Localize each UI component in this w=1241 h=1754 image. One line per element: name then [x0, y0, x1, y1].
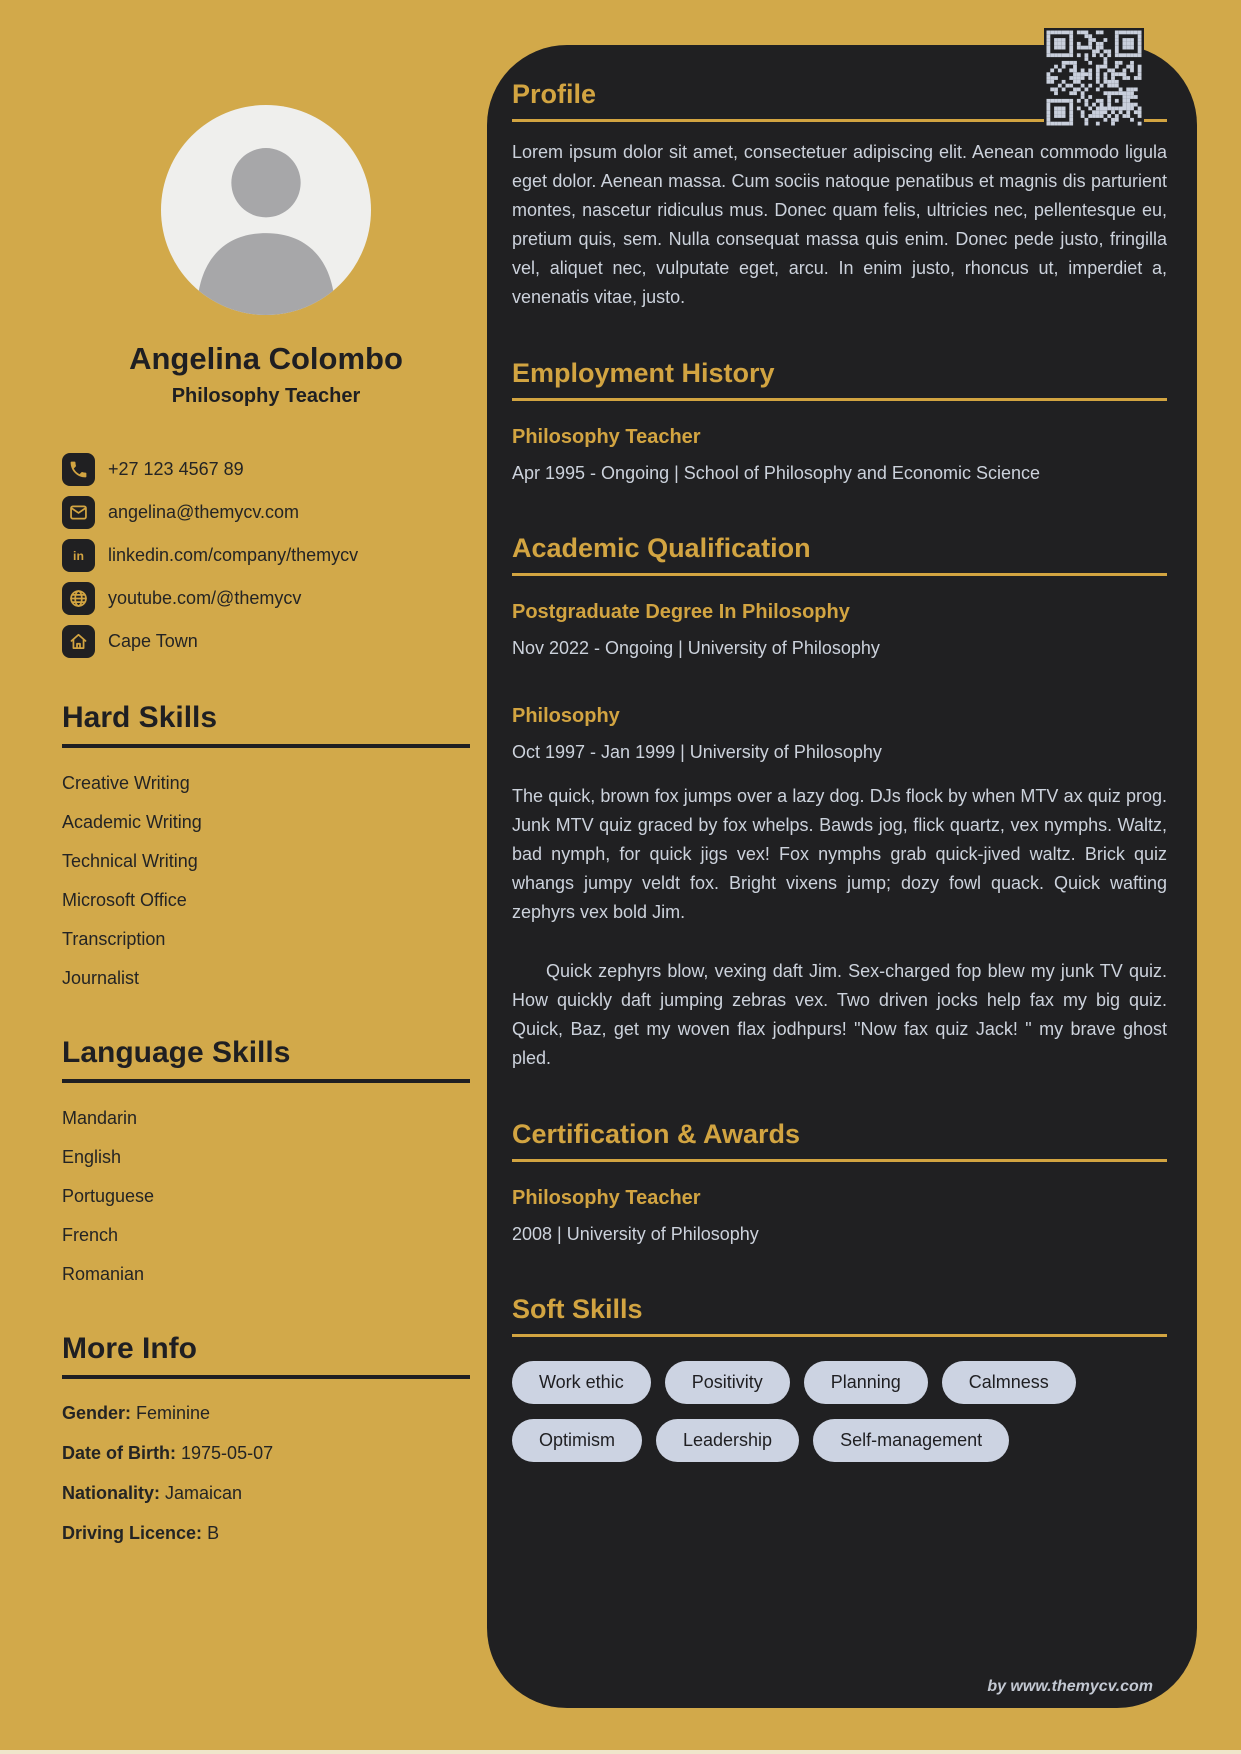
soft-skills-pills: [512, 1361, 1077, 1462]
info-value: 1975-05-07: [181, 1443, 274, 1463]
employment-history-heading: Employment History: [512, 358, 1167, 401]
employment-entry: [512, 425, 1167, 487]
hard-skills-heading: Hard Skills: [62, 701, 470, 748]
linkedin-icon: [62, 539, 95, 572]
academic-degree: Postgraduate Degree In Philosophy: [512, 601, 850, 623]
contact-email[interactable]: [62, 491, 470, 534]
hard-skill-item: Creative Writing: [62, 773, 190, 793]
employment-role: Philosophy Teacher: [512, 426, 701, 448]
info-row-nationality: [62, 1473, 470, 1513]
hard-skill-item: Transcription: [62, 929, 166, 949]
hard-skill-item: Microsoft Office: [62, 890, 187, 910]
certification-entry: [512, 1186, 1167, 1248]
contact-linkedin-value[interactable]: linkedin.com/company/themycv: [108, 545, 359, 565]
contact-list: [62, 448, 470, 663]
globe-icon: [62, 582, 95, 615]
academic-degree: Philosophy: [512, 705, 620, 727]
contact-youtube[interactable]: [62, 577, 470, 620]
academic-description-2: Quick zephyrs blow, vexing daft Jim. Sex-charged fop blew my junk TV quiz. How quickly daft jumping zebras vex. Two driven jocks help fax my big quiz. Quick, Baz, get my woven flax jodhpurs! "Now fax quiz Jack! " my brave ghost pled.: [512, 961, 1167, 1068]
soft-skills-heading: Soft Skills: [512, 1294, 1167, 1337]
language-skills-heading: Language Skills: [62, 1036, 470, 1083]
info-label: Nationality:: [62, 1483, 161, 1503]
soft-skill-pill: Self-management: [813, 1419, 1009, 1462]
more-info-heading: More Info: [62, 1332, 470, 1379]
language-skills-list: [62, 1099, 470, 1294]
academic-entry: [512, 600, 1167, 662]
academic-qualification-section: [512, 533, 1167, 1073]
contact-linkedin[interactable]: [62, 534, 470, 577]
contact-phone-value: +27 123 4567 89: [108, 459, 244, 479]
soft-skill-pill: Positivity: [665, 1361, 790, 1404]
contact-location: [62, 620, 470, 663]
info-row-gender: [62, 1393, 470, 1433]
mail-icon: [62, 496, 95, 529]
more-info-rows: [62, 1393, 470, 1553]
language-skill-item: Portuguese: [62, 1186, 155, 1206]
academic-meta: Nov 2022 - Ongoing | University of Philosophy: [512, 638, 880, 658]
hard-skill-item: Technical Writing: [62, 851, 198, 871]
contact-phone: [62, 448, 470, 491]
info-label: Gender:: [62, 1403, 132, 1423]
info-value: Jamaican: [165, 1483, 243, 1503]
academic-entry: [512, 704, 1167, 1073]
certification-meta: 2008 | University of Philosophy: [512, 1224, 759, 1244]
hard-skill-item: Journalist: [62, 968, 140, 988]
academic-meta: Oct 1997 - Jan 1999 | University of Philosophy: [512, 742, 882, 762]
info-label: Driving Licence:: [62, 1523, 203, 1543]
certification-awards-section: [512, 1119, 1167, 1248]
info-value: B: [207, 1523, 220, 1543]
employment-meta: Apr 1995 - Ongoing | School of Philosophy and Economic Science: [512, 463, 1040, 483]
info-label: Date of Birth:: [62, 1443, 176, 1463]
profile-text: Lorem ipsum dolor sit amet, consectetuer adipiscing elit. Aenean commodo ligula eget dolor. Aenean massa. Cum sociis natoque penatibus et magnis dis parturient montes, nascetur ridiculus mus. Donec quam felis, ultricies nec, pellentesque eu, pretium quis, sem. Nulla consequat massa quis enim. Donec pede justo, fringilla vel, aliquet nec, vulputate eget, arcu. In enim justo, rhoncus ut, imperdiet a, venenatis vitae, justo.: [512, 142, 1167, 307]
info-row-birthdate: [62, 1433, 470, 1473]
sidebar: [62, 0, 470, 1553]
soft-skill-pill: Work ethic: [512, 1361, 651, 1404]
main-panel: [487, 45, 1197, 1708]
certification-title: Philosophy Teacher: [512, 1187, 701, 1209]
person-job-title: Philosophy Teacher: [171, 385, 361, 407]
person-silhouette-icon: [161, 105, 371, 315]
qr-code: [1044, 28, 1144, 128]
hard-skills-list: [62, 764, 470, 998]
phone-icon: [62, 453, 95, 486]
hard-skill-item: Academic Writing: [62, 812, 202, 832]
page-bottom-strip: [0, 1750, 1241, 1754]
language-skill-item: Mandarin: [62, 1108, 138, 1128]
soft-skill-pill: Planning: [804, 1361, 928, 1404]
academic-qualification-heading: Academic Qualification: [512, 533, 1167, 576]
soft-skills-section: [512, 1294, 1167, 1462]
info-row-driving-licence: [62, 1513, 470, 1553]
soft-skill-pill: Optimism: [512, 1419, 642, 1462]
more-info-section: [62, 1332, 470, 1553]
person-name: Angelina Colombo: [129, 341, 403, 376]
hard-skills-section: [62, 701, 470, 998]
home-icon: [62, 625, 95, 658]
footer-credit: by www.themycv.com: [987, 1678, 1153, 1695]
soft-skill-pill: Leadership: [656, 1419, 799, 1462]
language-skill-item: French: [62, 1225, 119, 1245]
contact-youtube-value[interactable]: youtube.com/@themycv: [108, 588, 302, 608]
employment-history-section: [512, 358, 1167, 487]
contact-location-value: Cape Town: [108, 631, 198, 651]
academic-description: The quick, brown fox jumps over a lazy dog. DJs flock by when MTV ax quiz prog. Junk MTV quiz graced by fox whelps. Bawds jog, flick quartz, vex nymphs. Waltz, bad nymph, for quick jigs vex! Fox nymphs grab quick-jived waltz. Brick quiz whangs jumpy veldt fox. Bright vixens jump; dozy fowl quack. Quick wafting zephyrs vex bold Jim.: [512, 786, 1167, 922]
language-skills-section: [62, 1036, 470, 1294]
profile-photo: [161, 105, 371, 315]
certification-awards-heading: Certification & Awards: [512, 1119, 1167, 1162]
language-skill-item: Romanian: [62, 1264, 145, 1284]
svg-text:in: in: [73, 548, 84, 563]
language-skill-item: English: [62, 1147, 122, 1167]
info-value: Feminine: [136, 1403, 211, 1423]
contact-email-value[interactable]: angelina@themycv.com: [108, 502, 300, 522]
profile-heading: Profile: [512, 79, 1167, 122]
soft-skill-pill: Calmness: [942, 1361, 1076, 1404]
